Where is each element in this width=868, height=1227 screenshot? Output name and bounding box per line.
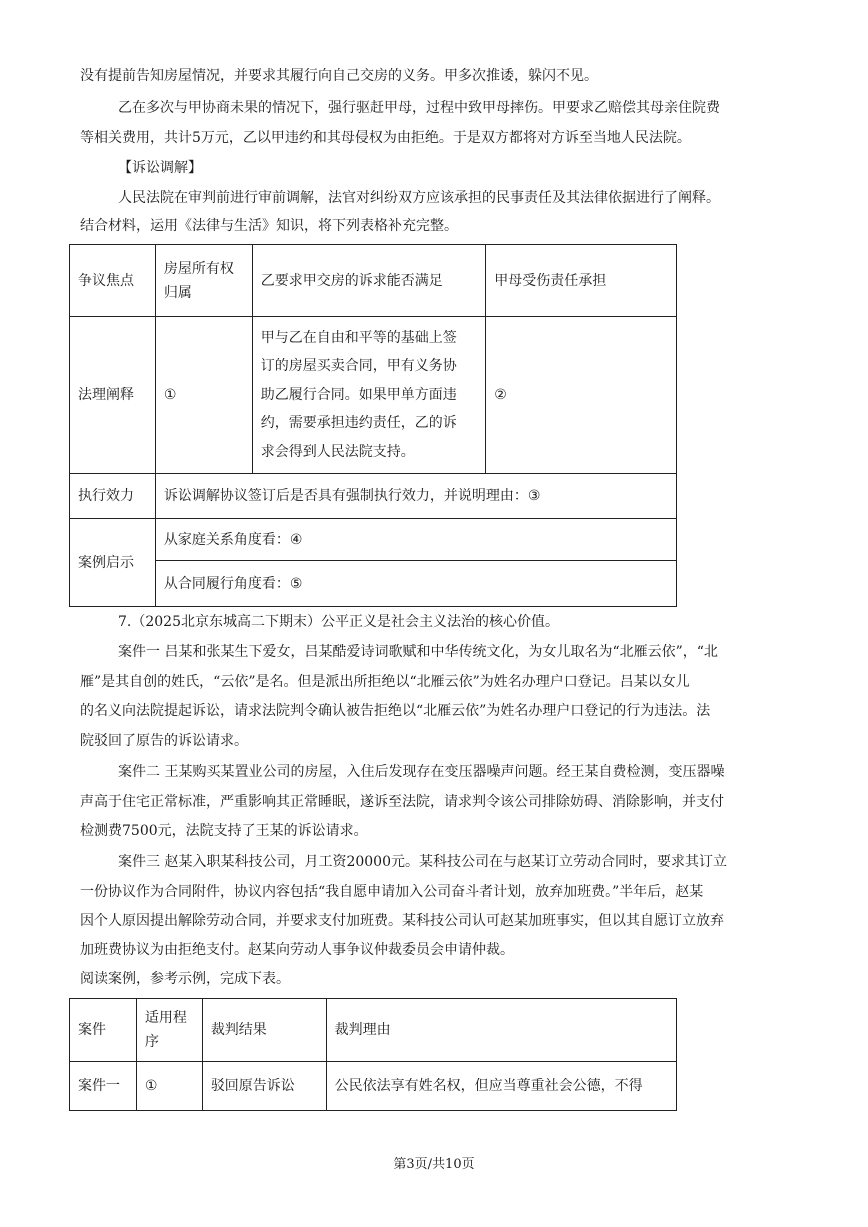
cell-line: 求会得到人民法院支持。 (260, 443, 415, 460)
paragraph-line: 等相关费用，共计5万元，乙以甲违约和其母侵权为由拒绝。于是双方都将对方诉至当地人民法院。 (80, 130, 691, 146)
paragraph-line: 雁”是其自创的姓氏，“云依”是名。但是派出所拒绝以“北雁云依”为姓名办理户口登记。吕某以女儿 (80, 674, 690, 690)
table-cell: ② (486, 317, 677, 474)
table-cell: 从家庭关系角度看：④ (155, 519, 676, 561)
paragraph-line: 检测费7500元，法院支持了王某的诉讼请求。 (80, 823, 368, 839)
paragraph-line: 一份协议作为合同附件，协议内容包括“我自愿申请加入公司奋斗者计划，放弃加班费。”半年后，赵某 (80, 884, 704, 900)
paragraph-line: 没有提前告知房屋情况，并要求其履行向自己交房的义务。甲多次推诿，躲闪不见。 (80, 68, 598, 84)
table-cell: 裁判理由 (326, 999, 676, 1062)
cell-line: 订的房屋买卖合同，甲有义务协 (260, 358, 457, 375)
table-cell: ① (136, 1062, 202, 1111)
paragraph-line: 声高于住宅正常标准，严重影响其正常睡眠，遂诉至法院，请求判令该公司排除妨碍、消除影响，并支付 (80, 794, 724, 810)
cell-line: 甲与乙在自由和平等的基础上签 (260, 329, 457, 346)
question-title: 7.（2025北京东城高二下期末）公平正义是社会主义法治的核心价值。 (118, 614, 559, 630)
table-cell (136, 999, 202, 1062)
table-cell: 裁判结果 (202, 999, 326, 1062)
paragraph-line: 案件二 王某购买某置业公司的房屋，入住后发现存在变压器噪声问题。经王某自费检测，变压器噪 (118, 764, 725, 780)
cell-line: 约，需要承担违约责任，乙的诉 (260, 415, 457, 432)
table-cell: 执行效力 (70, 474, 156, 519)
table-row (70, 245, 677, 317)
cell-line: 适用程 (144, 1010, 187, 1026)
table-cell: 案件 (70, 999, 137, 1062)
table-cell: 案件一 (70, 1062, 137, 1111)
dispute-table (69, 244, 677, 607)
table-row (70, 999, 677, 1062)
table-cell: 乙要求甲交房的诉求能否满足 (252, 245, 486, 317)
cell-line: 房屋所有权 (163, 260, 234, 277)
table-row (70, 519, 677, 561)
table-cell: 法理阐释 (70, 317, 156, 474)
cell-line: 序 (144, 1034, 159, 1050)
page-number: 第3页/共10页 (393, 1157, 475, 1172)
table-cell: 公民依法享有姓名权，但应当尊重社会公德，不得 (326, 1062, 676, 1111)
table-row (70, 317, 677, 474)
table-cell: 从合同履行角度看：⑤ (155, 561, 676, 607)
table-cell: 案例启示 (70, 519, 156, 607)
paragraph-line: 阅读案例，参考示例，完成下表。 (80, 971, 290, 987)
paragraph-line: 院驳回了原告的诉讼请求。 (80, 733, 248, 749)
cell-line: 助乙履行合同。如果甲单方面违 (260, 386, 457, 403)
table-cell (252, 317, 486, 474)
paragraph-line: 加班费协议为由拒绝支付。赵某向劳动人事争议仲裁委员会申请仲裁。 (80, 942, 514, 958)
case-table (69, 998, 677, 1111)
paragraph-line: 人民法院在审判前进行审前调解，法官对纠纷双方应该承担的民事责任及其法律依据进行了阐释。 (118, 190, 720, 206)
paragraph-line: 的名义向法院提起诉讼，请求法院判令确认被告拒绝以“北雁云依”为姓名办理户口登记的行为违法。法 (80, 703, 711, 719)
table-cell: 驳回原告诉讼 (202, 1062, 326, 1111)
paragraph-line: 乙在多次与甲协商未果的情况下，强行驱赶甲母，过程中致甲母摔伤。甲要求乙赔偿其母亲住院费 (118, 100, 720, 116)
paragraph-line: 结合材料，运用《法律与生活》知识，将下列表格补充完整。 (80, 218, 458, 234)
table-row (70, 561, 677, 607)
table-cell: 争议焦点 (70, 245, 156, 317)
paragraph-line: 因个人原因提出解除劳动合同，并要求支付加班费。某科技公司认可赵某加班事实，但以其自愿订立放弃 (80, 913, 724, 929)
table-cell (155, 245, 252, 317)
table-cell: ① (155, 317, 252, 474)
paragraph-line: 案件三 赵某入职某科技公司，月工资20000元。某科技公司在与赵某订立劳动合同时，要求其订立 (118, 854, 727, 870)
paragraph-line: 案件一 吕某和张某生下爱女，吕某酷爱诗词歌赋和中华传统文化，为女儿取名为“北雁云依”，“北 (118, 644, 718, 660)
table-row (70, 474, 677, 519)
table-row (70, 1062, 677, 1111)
table-cell: 诉讼调解协议签订后是否具有强制执行效力，并说明理由：③ (155, 474, 676, 519)
cell-line: 归属 (163, 284, 192, 301)
table-cell: 甲母受伤责任承担 (486, 245, 677, 317)
section-heading: 【诉讼调解】 (118, 160, 202, 176)
